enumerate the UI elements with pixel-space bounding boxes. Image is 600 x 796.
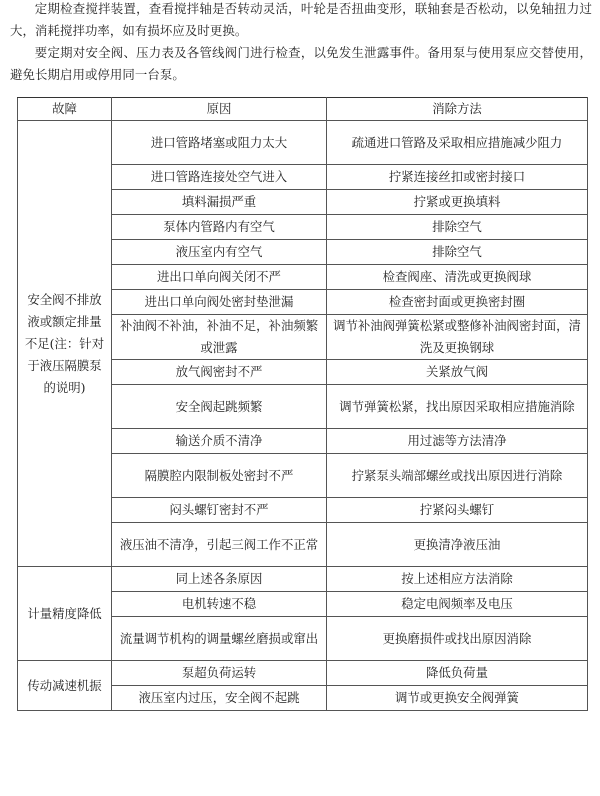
remedy-cell: 按上述相应方法消除 — [327, 567, 588, 592]
table-row — [18, 567, 588, 592]
header-fault: 故障 — [18, 98, 112, 121]
remedy-cell: 疏通进口管路及采取相应措施减少阻力 — [327, 121, 588, 165]
remedy-cell: 调节弹簧松紧，找出原因采取相应措施消除 — [327, 385, 588, 429]
fault-category: 安全阀不排放液或额定排量不足(注：针对于液压隔膜泵的说明) — [18, 121, 112, 567]
header-remedy: 消除方法 — [327, 98, 588, 121]
table-row — [18, 661, 588, 686]
remedy-cell: 拧紧闷头螺钉 — [327, 498, 588, 523]
remedy-cell: 检查阀座、清洗或更换阀球 — [327, 265, 588, 290]
cause-cell: 安全阀起跳频繁 — [112, 385, 327, 429]
cause-cell: 泵体内管路内有空气 — [112, 215, 327, 240]
cause-cell: 进口管路堵塞或阻力太大 — [112, 121, 327, 165]
remedy-cell: 关紧放气阀 — [327, 360, 588, 385]
remedy-cell: 拧紧或更换填料 — [327, 190, 588, 215]
cause-cell: 进出口单向阀处密封垫泄漏 — [112, 290, 327, 315]
remedy-cell: 降低负荷量 — [327, 661, 588, 686]
cause-cell: 填料漏损严重 — [112, 190, 327, 215]
cause-cell: 补油阀不补油，补油不足，补油频繁或泄露 — [112, 315, 327, 360]
cause-cell: 液压室内过压，安全阀不起跳 — [112, 686, 327, 711]
cause-cell: 输送介质不清净 — [112, 429, 327, 454]
remedy-cell: 用过滤等方法清净 — [327, 429, 588, 454]
cause-cell: 液压油不清净，引起三阀工作不正常 — [112, 523, 327, 567]
cause-cell: 进口管路连接处空气进入 — [112, 165, 327, 190]
remedy-cell: 检查密封面或更换密封圈 — [327, 290, 588, 315]
cause-cell: 流量调节机构的调量螺丝磨损或窜出 — [112, 617, 327, 661]
remedy-cell: 调节补油阀弹簧松紧或整修补油阀密封面，清洗及更换钢球 — [327, 315, 588, 360]
cause-cell: 同上述各条原因 — [112, 567, 327, 592]
remedy-cell: 排除空气 — [327, 215, 588, 240]
table-header-row — [18, 98, 588, 121]
cause-cell: 电机转速不稳 — [112, 592, 327, 617]
cause-cell: 放气阀密封不严 — [112, 360, 327, 385]
cause-cell: 闷头螺钉密封不严 — [112, 498, 327, 523]
cause-cell: 隔膜腔内限制板处密封不严 — [112, 454, 327, 498]
intro-paragraph-1: 定期检查搅拌装置，查看搅拌轴是否转动灵活，叶轮是否扭曲变形，联轴套是否松动，以免轴扭力过大，消耗搅拌功率，如有损坏应及时更换。 — [10, 1, 592, 38]
fault-category: 计量精度降低 — [18, 567, 112, 661]
header-cause: 原因 — [112, 98, 327, 121]
remedy-cell: 调节或更换安全阀弹簧 — [327, 686, 588, 711]
cause-cell: 液压室内有空气 — [112, 240, 327, 265]
intro-paragraph-2: 要定期对安全阀、压力表及各管线阀门进行检查，以免发生泄露事件。备用泵与使用泵应交替使用，避免长期启用或停用同一台泵。 — [10, 45, 592, 82]
remedy-cell: 更换清净液压油 — [327, 523, 588, 567]
remedy-cell: 更换磨损件或找出原因消除 — [327, 617, 588, 661]
remedy-cell: 拧紧泵头端部螺丝或找出原因进行消除 — [327, 454, 588, 498]
cause-cell: 进出口单向阀关闭不严 — [112, 265, 327, 290]
remedy-cell: 拧紧连接丝扣或密封接口 — [327, 165, 588, 190]
fault-category: 传动减速机振 — [18, 661, 112, 711]
remedy-cell: 稳定电阀频率及电压 — [327, 592, 588, 617]
remedy-cell: 排除空气 — [327, 240, 588, 265]
fault-table — [17, 97, 588, 711]
cause-cell: 泵超负荷运转 — [112, 661, 327, 686]
table-row — [18, 121, 588, 165]
